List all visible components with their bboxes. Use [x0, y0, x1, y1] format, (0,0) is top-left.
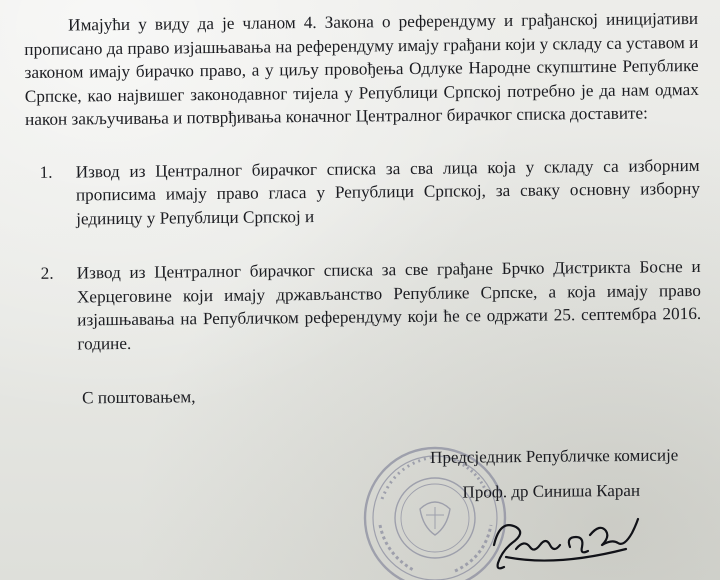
numbered-list	[26, 153, 702, 356]
signature-block	[430, 443, 711, 504]
list-item	[27, 255, 702, 356]
list-item-number: 2.	[40, 263, 54, 283]
intro-paragraph: Имајући у виду да је чланом 4. Закона о референдуму и грађанској иницијативи прописано да право изјашњавања на референдуму имају грађани који у складу са уставом и законом имају бирачко право, а у циљу провођења Одлуке Народне скупштине Републике Српске, као највишег законодавног тијела у Републици Српској потребно је да нам одмах након закључивања и потврђивања коначног Централног бирачког списка доставите:	[24, 8, 699, 129]
list-item	[26, 153, 701, 231]
signatory-title: Предсједник Републичке комисије	[430, 445, 679, 467]
list-item-number: 1.	[39, 162, 53, 182]
list-item-text: Извод из Централног бирачког списка за сва лица која у складу са изборним прописима имају право гласа у Републици Српској, за сваку основну изборну јединицу у Републици Српској и	[75, 155, 700, 228]
handwritten-signature	[486, 505, 646, 575]
letter-body	[24, 7, 702, 411]
list-item-text: Извод из Централног бирачког списка за све грађане Брчко Дистрикта Босне и Херцеговине који имају држављанство Републике Српске, а која имају право изјашњавања на Републичком референдуму који ће се одржати 25. септембра 2016. године.	[76, 256, 702, 353]
closing-salutation: С поштовањем,	[81, 387, 196, 408]
signatory-name: Проф. др Синиша Каран	[462, 480, 641, 502]
